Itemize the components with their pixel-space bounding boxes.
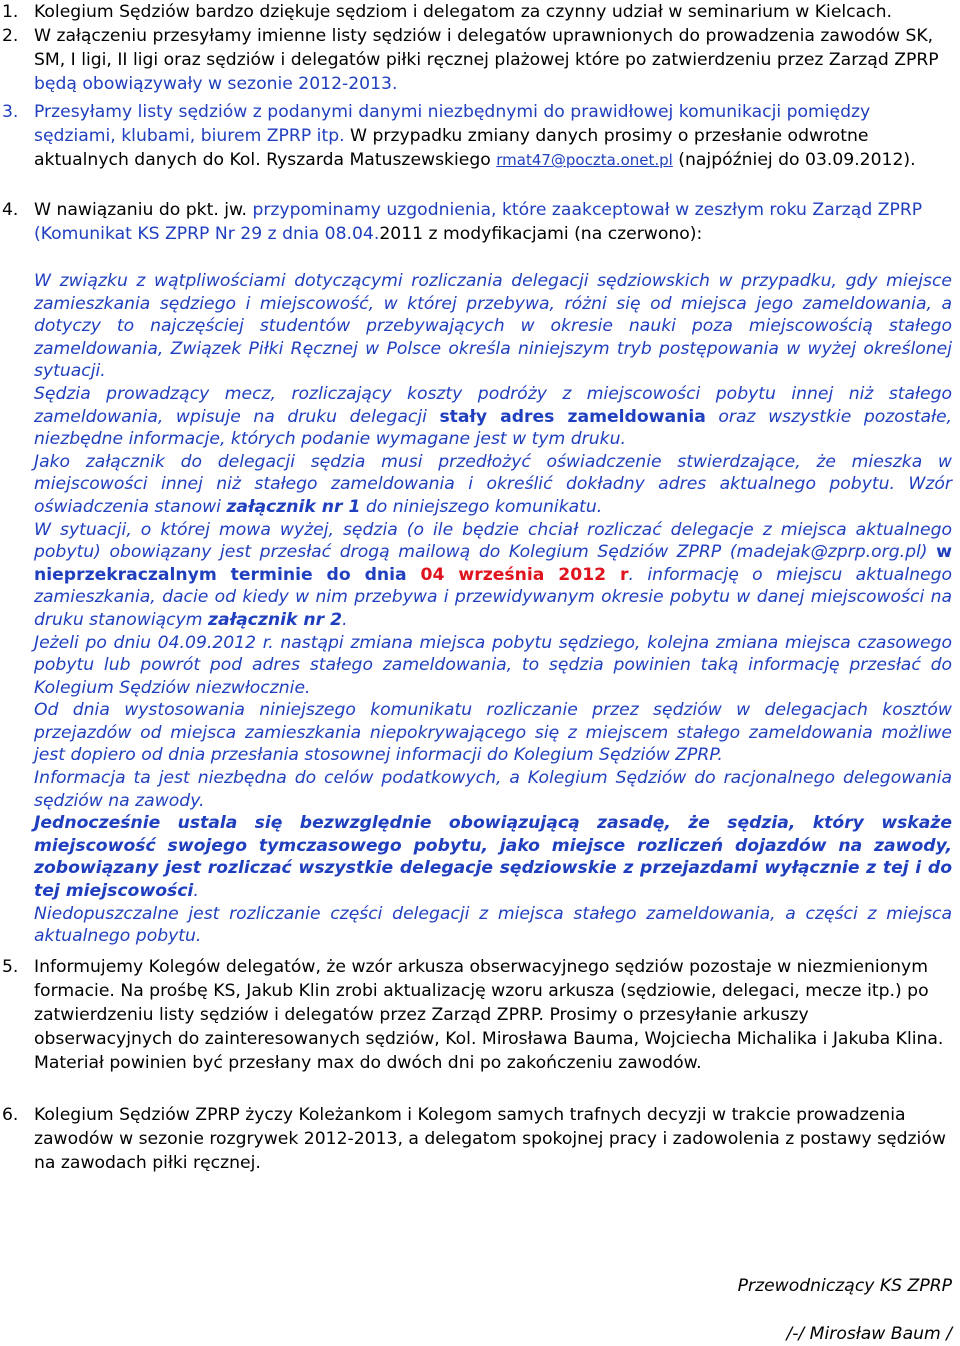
list-item-4 — [0, 198, 952, 246]
deadline-date: 04 września 2012 r — [420, 564, 629, 585]
block-text-bold: w nieprzekraczalnym terminie do dnia — [34, 542, 952, 585]
signature-title: Przewodniczący KS ZPRP — [737, 1276, 952, 1296]
item-text-part: Przesyłamy listy sędziów z podanymi danymi niezbędnymi do prawidłowej komunikacji pomiędzy sędziami, klubami, biurem ZPRP itp. — [34, 102, 871, 146]
list-item-3 — [0, 100, 952, 172]
block-text: do niniejszego komunikatu. — [360, 496, 603, 517]
block-paragraph — [34, 451, 952, 519]
item-number: 2. — [2, 26, 19, 46]
block-paragraph: W związku z wątpliwościami dotyczącymi rozliczania delegacji sędziowskich w przypadku, gdy miejsce zamieszkania sędziego i miejscowość, w której przebywa, różni się od miejsca jego zameldowania, a dotyczy to najczęściej studentów przebywających w okresie nauki poza miejscowością stałego zameldowania, Związek Piłki Ręcznej w Polsce określa niniejszym tryb postępowania w wyżej określonej sytuacji. — [34, 271, 952, 382]
block-paragraph: Niedopuszczalne jest rozliczanie części delegacji z miejsca stałego zameldowania, a części z miejsca aktualnego pobytu. — [34, 903, 952, 947]
item-text: Informujemy Kolegów delegatów, że wzór arkusza obserwacyjnego sędziów pozostaje w niezmienionym formacie. Na prośbę KS, Jakub Klin zrobi aktualizację wzoru arkusza (sędziowie, delegaci, mecze itp.) po zatwierdzeniu listy sędziów i delegatów przez Zarząd ZPRP. Prosimy o przesyłanie arkuszy obserwacyjnych do zainteresowanych sędziów, Kol. Mirosława Bauma, Wojciecha Michalika i Jakuba Klina. Materiał powinien być przesłany max do dwóch dni po zakończeniu zawodów. — [34, 957, 944, 1073]
block-text-bold: stały adres zameldowania — [439, 406, 706, 427]
item-text-part: (najpóźniej do 03.09.2012). — [672, 150, 916, 170]
item-number: 5. — [2, 957, 19, 977]
block-text: W sytuacji, o której mowa wyżej, sędzia (o ile będzie chciał rozliczać delegacje z miejsca aktualnego pobytu) obowiązany jest przesłać drogą mailową do Kolegium Sędziów ZPRP (madejak@zprp.org.pl) — [34, 519, 952, 563]
list-item-6 — [0, 1103, 952, 1175]
item-number: 1. — [2, 2, 19, 22]
item-text — [34, 100, 952, 172]
block-text: Sędzia prowadzący mecz, rozliczający koszty podróży z miejscowości pobytu innej niż stałego zameldowania, wpisuje na druku delegacji — [34, 383, 952, 427]
item-number: 4. — [2, 200, 19, 220]
block-text: oraz wszystkie pozostałe, niezbędne informacje, których podanie wymagane jest w tym druku. — [34, 406, 952, 450]
block-text-bold: załącznik nr 2 — [208, 609, 343, 630]
block-paragraph: Informacja ta jest niezbędna do celów podatkowych, a Kolegium Sędziów do racjonalnego delegowania sędziów na zawody. — [34, 768, 952, 811]
item-text: Kolegium Sędziów bardzo dziękuje sędziom i delegatom za czynny udział w seminarium w Kielcach. — [34, 2, 892, 22]
email-link[interactable]: rmat47@poczta.onet.pl — [496, 151, 673, 169]
block-paragraph — [34, 519, 952, 632]
signature-name: /-/ Mirosław Baum / — [786, 1324, 952, 1344]
item-number: 3. — [2, 102, 19, 122]
list-item-5 — [0, 955, 952, 1075]
list-item-1 — [0, 0, 952, 24]
block-paragraph — [34, 812, 952, 902]
block-text: . — [193, 881, 199, 902]
quoted-regulation-block — [34, 270, 952, 948]
list-item-2 — [0, 24, 952, 96]
block-text: Jako załącznik do delegacji sędzia musi przedłożyć oświadczenie stwierdzające, że mieszka w miejscowości innej niż stałego zameldowania i określić dokładny adres aktualnego pobytu. Wzór oświadczenia stanowi — [34, 451, 952, 517]
block-paragraph: Jeżeli po dniu 04.09.2012 r. nastąpi zmiana miejsca pobytu sędziego, kolejna zmiana miejsca czasowego pobytu lub powrót pod adres stałego zameldowania, to sędzia powinien taką informację przesłać do Kolegium Sędziów niezwłocznie. — [34, 632, 952, 698]
item-text-part: 2011 z modyfikacjami (na czerwono): — [379, 224, 703, 244]
item-text-part: przypominamy uzgodnienia, które zaakceptował w zeszłym roku Zarząd ZPRP (Komunikat KS ZPRP Nr 29 z dnia 08.04. — [34, 200, 923, 244]
block-paragraph — [34, 383, 952, 451]
item-text-part: W załączeniu przesyłamy imienne listy sędziów i delegatów uprawnionych do prowadzenia zawodów SK, SM, I ligi, II ligi oraz sędziów i delegatów piłki ręcznej plażowej które po zatwierdzeniu przez Zarząd ZPRP — [34, 26, 939, 70]
block-text-bold: Jednocześnie ustala się bezwzględnie obowiązującą zasadę, że sędzia, który wskaże miejscowość swojego tymczasowego pobytu, jako miejsce rozliczeń dojazdów na zawody, zobowiązany jest rozliczać wszystkie delegacje sędziowskie z przejazdami wyłącznie z tej i do tej miejscowości — [34, 813, 952, 902]
item-text — [34, 24, 952, 96]
item-number: 6. — [2, 1105, 19, 1125]
item-text: Kolegium Sędziów ZPRP życzy Koleżankom i Kolegom samych trafnych decyzji w trakcie prowadzenia zawodów w sezonie rozgrywek 2012-2013, a delegatom spokojnej pracy i zadowolenia z postawy sędziów na zawodach piłki ręcznej. — [34, 1105, 946, 1173]
block-text: . informację o miejscu aktualnego zamieszkania, dacie od kiedy w nim przebywa i przewidywanym okresie pobytu w danej miejscowości na druku stanowiącym — [34, 564, 952, 630]
item-text-part: W przypadku zmiany danych prosimy o przesłanie odwrotne aktualnych danych do Kol. Ryszarda Matuszewskiego — [34, 126, 869, 170]
block-paragraph: Od dnia wystosowania niniejszego komunikatu rozliczanie przez sędziów w delegacjach kosztów przejazdów od miejsca zamieszkania niepokrywającego się z miejscem stałego zameldowania możliwe jest dopiero od dnia przesłania stosownej informacji do Kolegium Sędziów ZPRP. — [34, 700, 952, 766]
block-text: . — [342, 609, 348, 630]
item-text-part: będą obowiązywały w sezonie 2012-2013. — [34, 74, 398, 94]
item-text — [34, 198, 952, 246]
block-text-bold: załącznik nr 1 — [226, 496, 361, 517]
item-text-part: W nawiązaniu do pkt. jw. — [34, 200, 253, 220]
